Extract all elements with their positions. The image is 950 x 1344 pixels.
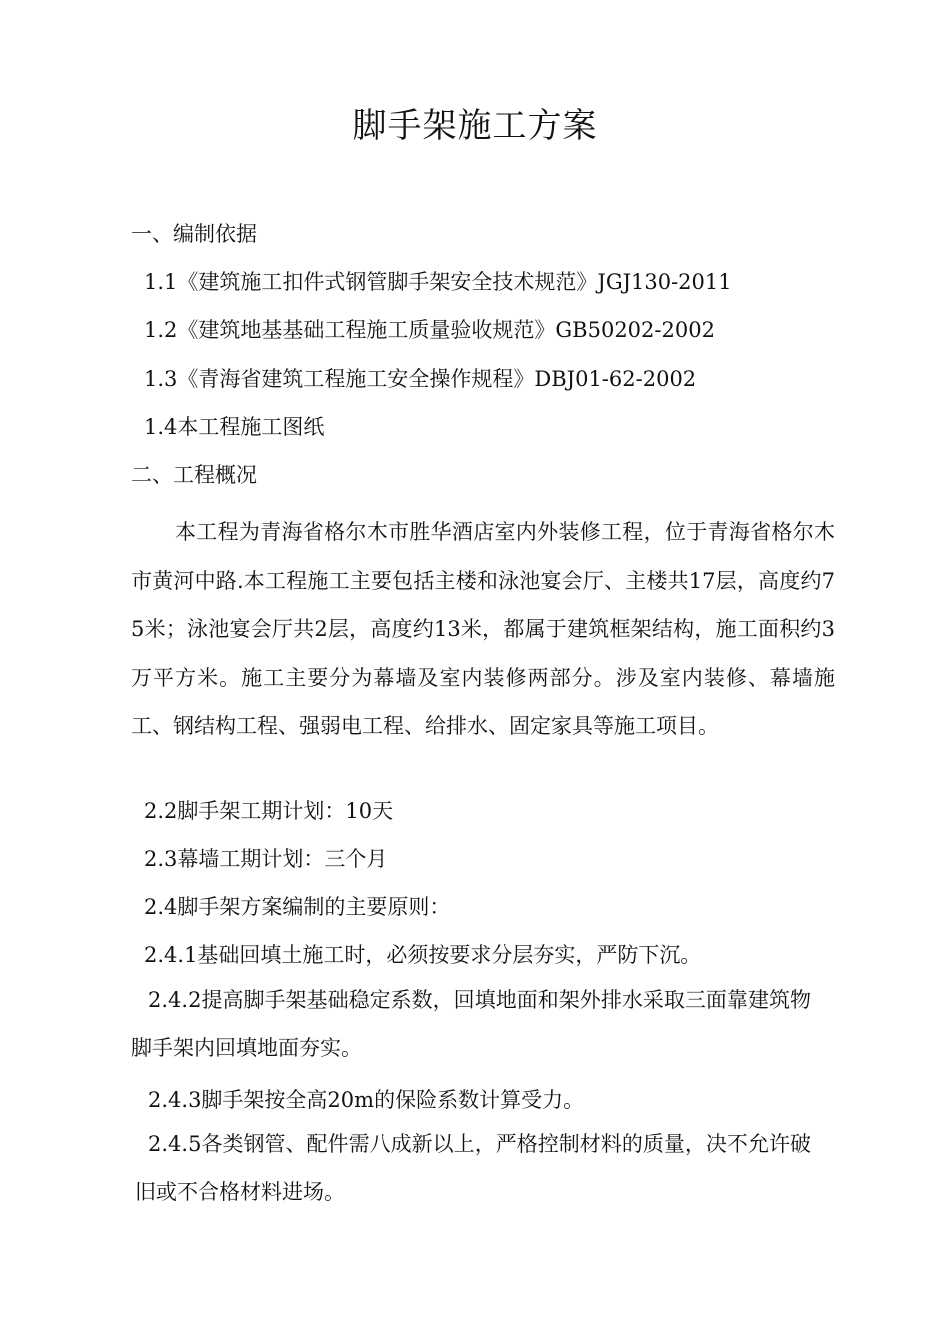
overview-item-2-4-2: 2.4.2提高脚手架基础稳定系数，回填地面和架外排水采取三面靠建筑物脚手架内回填地面夯实。 (131, 988, 811, 1060)
overview-item-2-4-5: 2.4.5各类钢管、配件需八成新以上，严格控制材料的质量，决不允许破旧或不合格材料进场。 (135, 1132, 811, 1204)
basis-item-1-1: 1.1《建筑施工扣件式钢管脚手架安全技术规范》JGJ130-2011 (144, 270, 732, 294)
overview-item-2-3: 2.3幕墙工期计划：三个月 (144, 847, 388, 871)
overview-item-2-2: 2.2脚手架工期计划：10天 (144, 799, 394, 823)
document-title: 脚手架施工方案 (352, 106, 598, 146)
basis-item-1-4: 1.4本工程施工图纸 (144, 415, 325, 439)
section-heading-basis: 一、编制依据 (131, 222, 257, 246)
basis-item-1-3: 1.3《青海省建筑工程施工安全操作规程》DBJ01-62-2002 (144, 367, 697, 391)
basis-item-1-2: 1.2《建筑地基基础工程施工质量验收规范》GB50202-2002 (144, 318, 715, 342)
overview-item-2-4: 2.4脚手架方案编制的主要原则： (144, 895, 451, 919)
overview-item-2-4-1: 2.4.1基础回填土施工时，必须按要求分层夯实，严防下沉。 (144, 943, 702, 967)
overview-item-2-4-3: 2.4.3脚手架按全高20m的保险系数计算受力。 (148, 1088, 585, 1112)
section-heading-overview: 二、工程概况 (131, 463, 257, 487)
project-overview-paragraph: 本工程为青海省格尔木市胜华酒店室内外装修工程，位于青海省格尔木市黄河中路.本工程施工主要包括主楼和泳池宴会厅、主楼共17层，高度约75米；泳池宴会厅共2层，高度约13米，都属于建筑框架结构，施工面积约3万平方米。施工主要分为幕墙及室内装修两部分。涉及室内装修、幕墙施工、钢结构工程、强弱电工程、给排水、固定家具等施工项目。 (131, 520, 835, 738)
